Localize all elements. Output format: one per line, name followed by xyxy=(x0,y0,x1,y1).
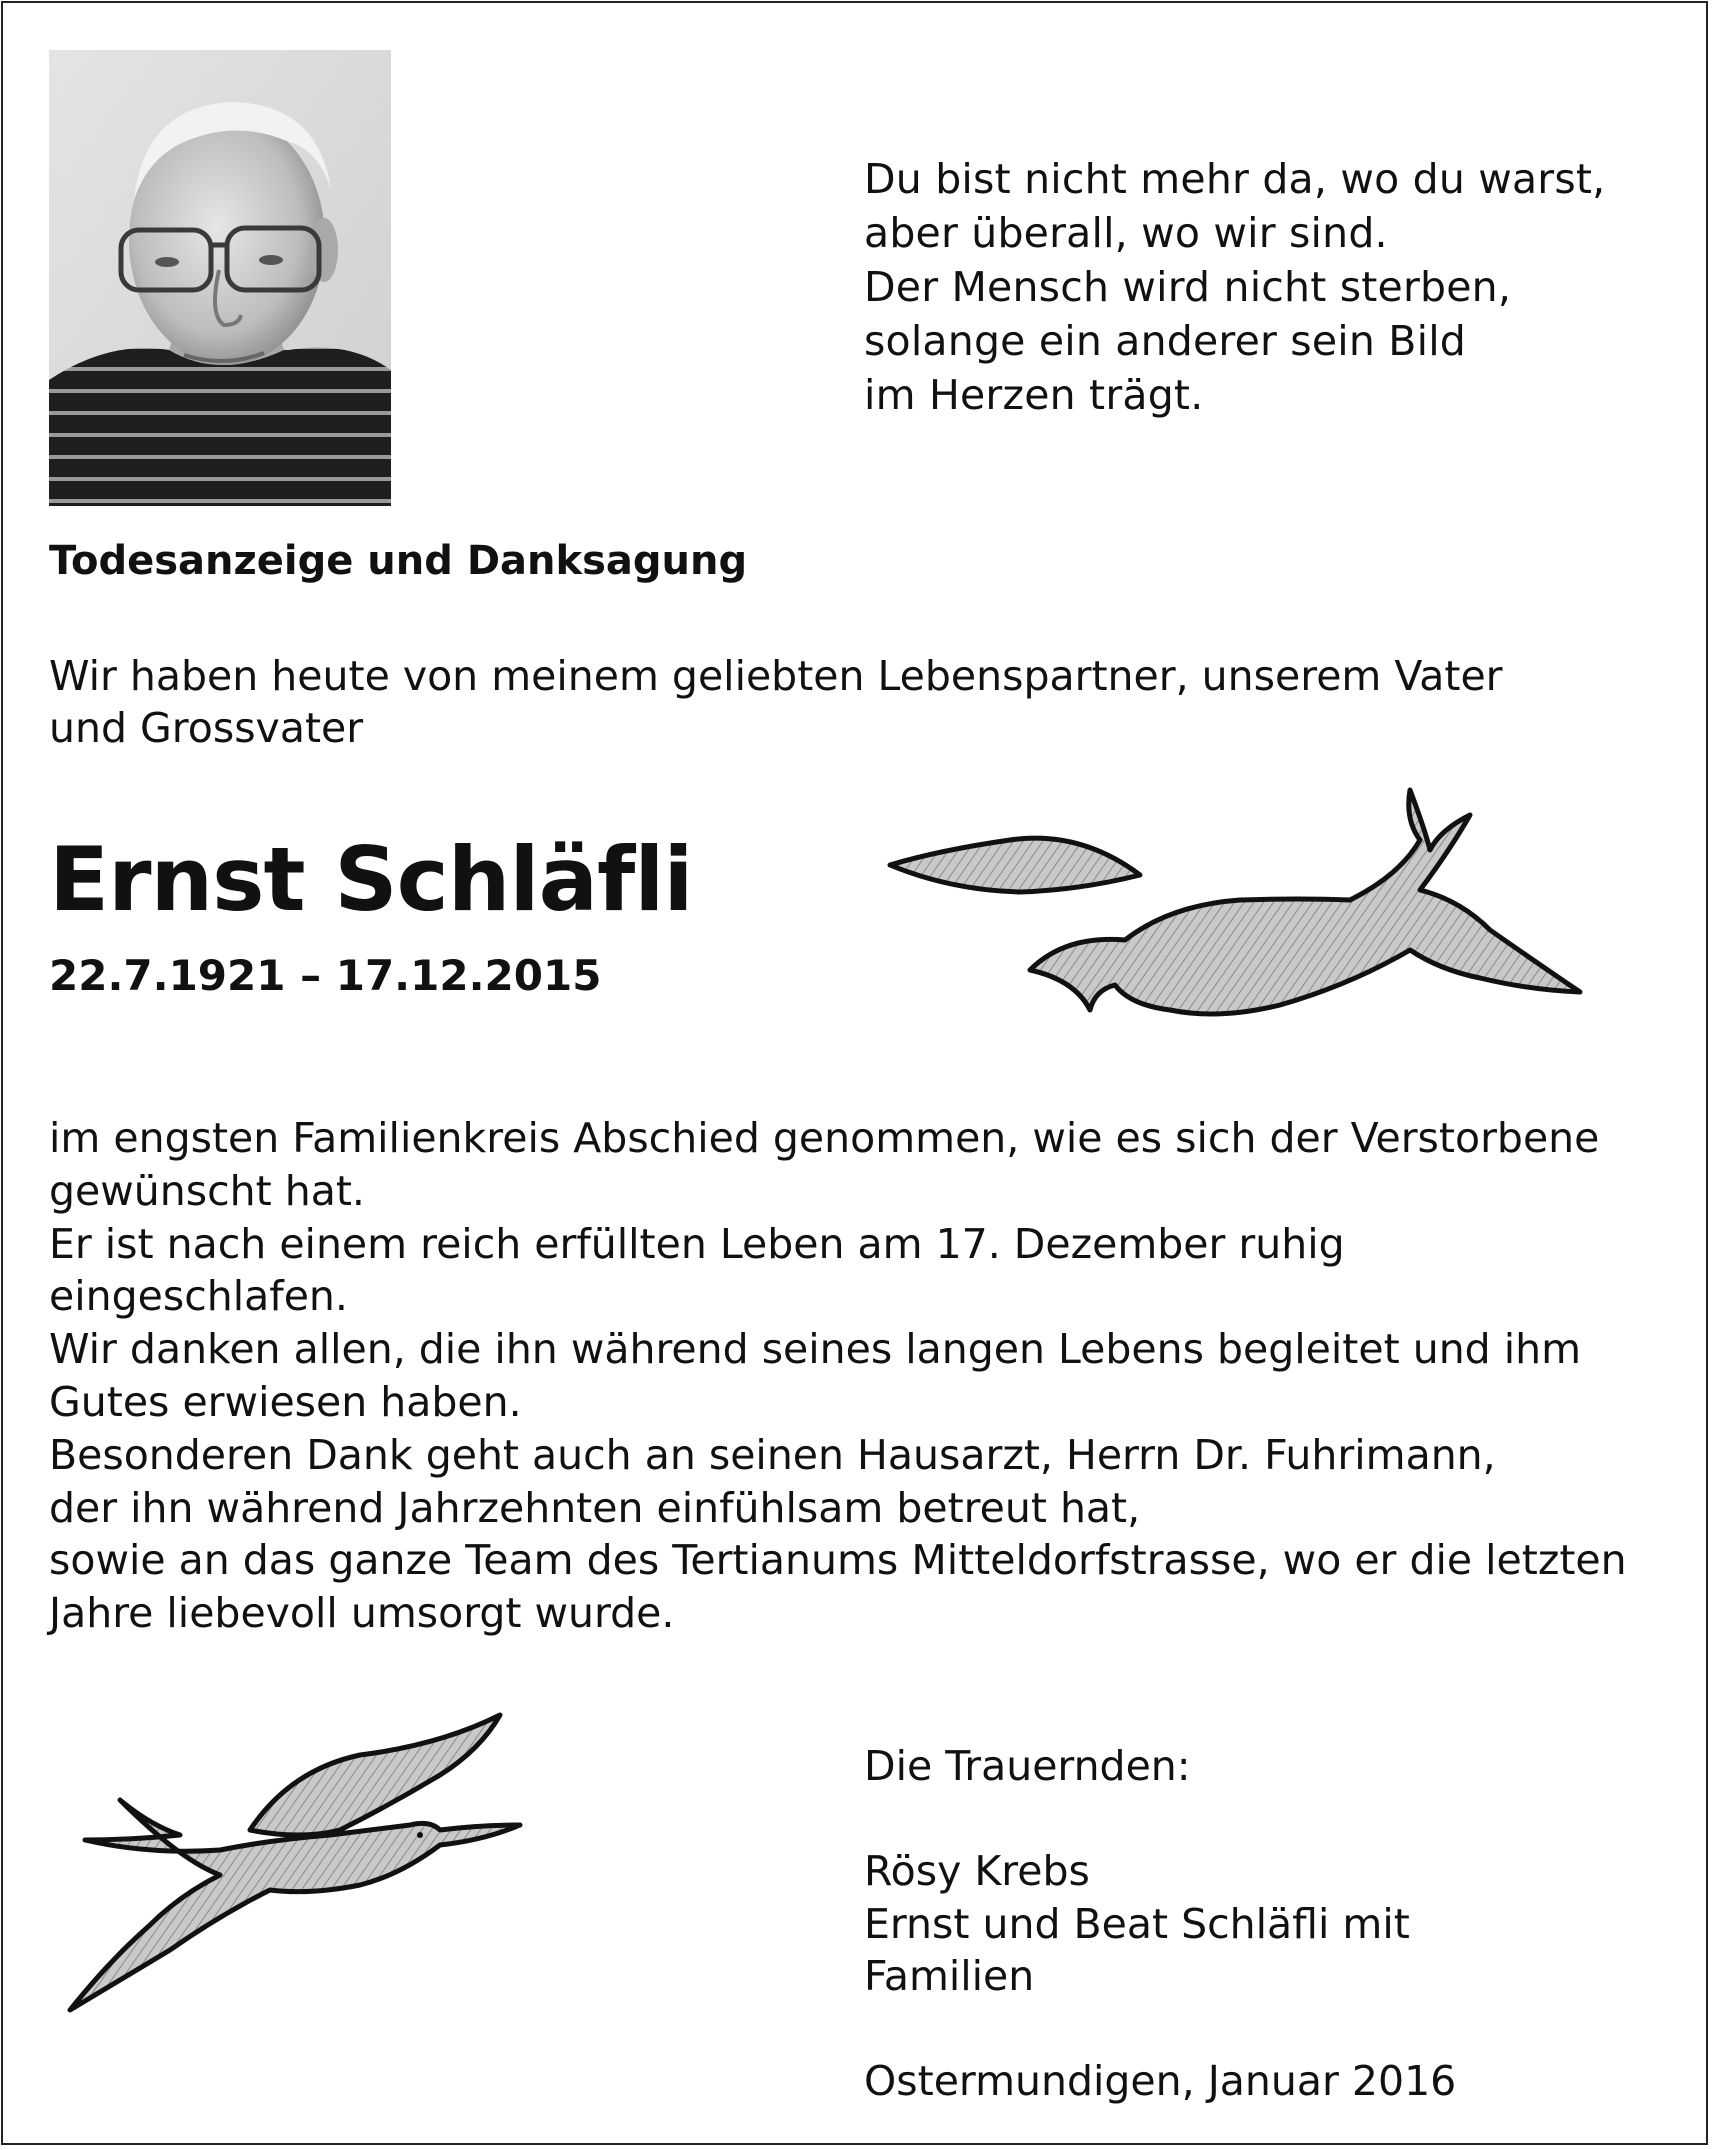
body-line: Besonderen Dank geht auch an seinen Hausarzt, Herrn Dr. Fuhrimann, xyxy=(49,1430,1496,1479)
seagull-top-icon xyxy=(880,780,1640,1040)
intro-line: und Grossvater xyxy=(49,704,364,752)
mourner-name: Rösy Krebs xyxy=(864,1847,1090,1895)
poem-line: aber überall, wo wir sind. xyxy=(864,209,1388,257)
mourners-label: Die Trauernden: xyxy=(864,1742,1191,1790)
deceased-name: Ernst Schläfli xyxy=(49,828,693,931)
body-line: Er ist nach einem reich erfüllten Leben am 17. Dezember ruhig xyxy=(49,1219,1345,1268)
poem xyxy=(864,152,1664,422)
body-line: sowie an das ganze Team des Tertianums Mitteldorfstrasse, wo er die letzten xyxy=(49,1536,1627,1585)
body-line: Jahre liebevoll umsorgt wurde. xyxy=(49,1589,675,1638)
poem-line: solange ein anderer sein Bild xyxy=(864,317,1467,365)
body-line: gewünscht hat. xyxy=(49,1166,365,1215)
body-line: eingeschlafen. xyxy=(49,1272,348,1321)
poem-line: im Herzen trägt. xyxy=(864,371,1204,419)
body-text xyxy=(49,1112,1689,1640)
mourner-name: Familien xyxy=(864,1952,1035,2000)
poem-line: Der Mensch wird nicht sterben, xyxy=(864,263,1512,311)
poem-line: Du bist nicht mehr da, wo du warst, xyxy=(864,155,1606,203)
body-line: Gutes erwiesen haben. xyxy=(49,1377,522,1426)
page-title: Todesanzeige und Danksagung xyxy=(49,538,748,584)
mourners-block xyxy=(864,1740,1664,2108)
body-line: im engsten Familienkreis Abschied genommen, wie es sich der Verstorbene xyxy=(49,1114,1600,1162)
seagull-bottom-icon xyxy=(60,1690,660,2020)
life-dates: 22.7.1921 – 17.12.2015 xyxy=(49,951,602,1000)
portrait-photo xyxy=(49,50,391,506)
place-date: Ostermundigen, Januar 2016 xyxy=(864,2057,1457,2105)
body-line: der ihn während Jahrzehnten einfühlsam betreut hat, xyxy=(49,1483,1141,1532)
intro-line: Wir haben heute von meinem geliebten Lebenspartner, unserem Vater xyxy=(49,652,1503,700)
intro-text xyxy=(49,650,1669,754)
mourner-name: Ernst und Beat Schläfli mit xyxy=(864,1899,1410,1948)
body-line: Wir danken allen, die ihn während seines langen Lebens begleitet und ihm xyxy=(49,1325,1582,1374)
